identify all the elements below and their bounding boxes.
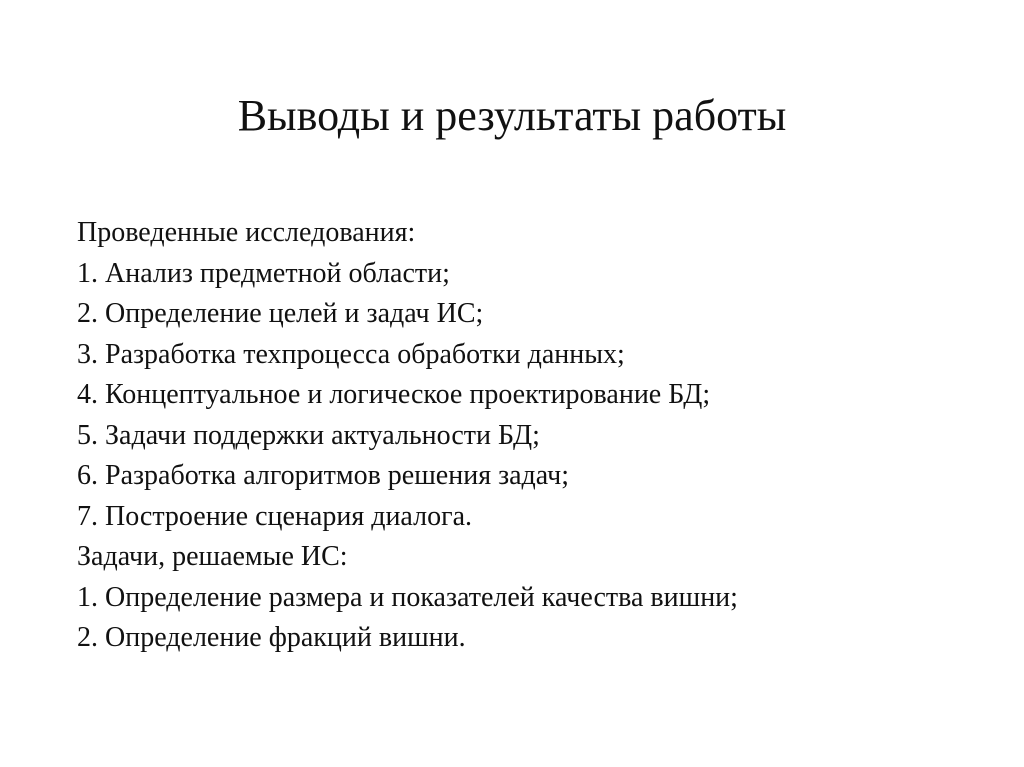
slide-content: [77, 213, 977, 659]
list-item: 2. Определение целей и задач ИС;: [77, 298, 484, 329]
section-heading-research: Проведенные исследования:: [77, 217, 416, 248]
list-item: 4. Концептуальное и логическое проектирование БД;: [77, 379, 711, 410]
list-item: 1. Определение размера и показателей качества вишни;: [77, 581, 738, 613]
list-item: 5. Задачи поддержки актуальности БД;: [77, 419, 540, 451]
list-item: 1. Анализ предметной области;: [77, 257, 450, 289]
slide-title: Выводы и результаты работы: [237, 91, 787, 140]
list-item: 3. Разработка техпроцесса обработки данных;: [77, 338, 625, 370]
section-heading-tasks: Задачи, решаемые ИС:: [77, 541, 348, 572]
list-item: 6. Разработка алгоритмов решения задач;: [77, 460, 569, 491]
list-item: 2. Определение фракций вишни.: [77, 622, 466, 653]
list-item: 7. Построение сценария диалога.: [77, 500, 472, 532]
